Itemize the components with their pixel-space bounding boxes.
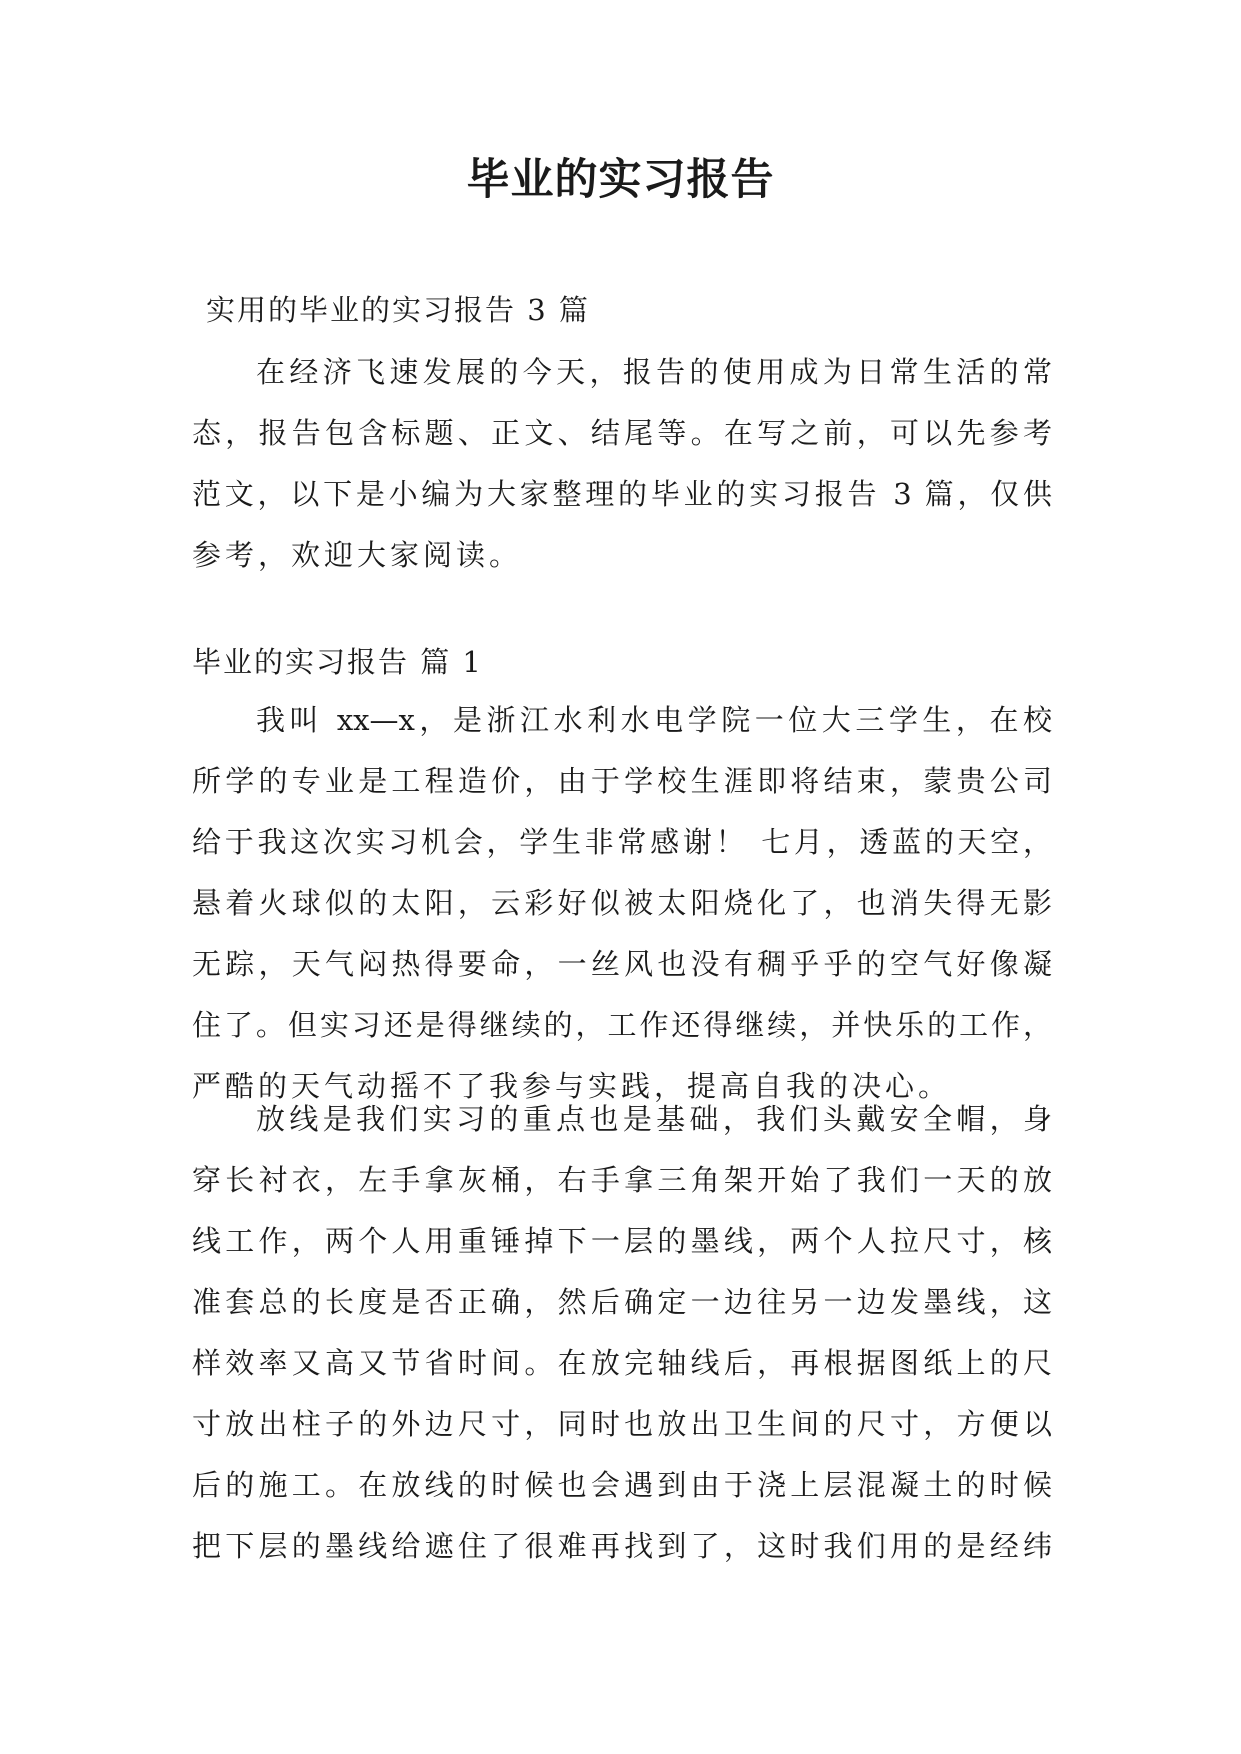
- paragraph-line: 把下层的墨线给遮住了很难再找到了，这时我们用的是经纬: [192, 1529, 1052, 1563]
- paragraph-line: 住了。但实习还是得继续的，工作还得继续，并快乐的工作，: [192, 1008, 1052, 1042]
- paragraph-line: 悬着火球似的太阳，云彩好似被太阳烧化了，也消失得无影: [192, 886, 1052, 920]
- paragraph-line: 放线是我们实习的重点也是基础，我们头戴安全帽，身: [256, 1102, 1052, 1136]
- paragraph-line: 给于我这次实习机会，学生非常感谢！ 七月，透蓝的天空，: [192, 825, 1052, 859]
- paragraph-line: 严酷的天气动摇不了我参与实践，提高自我的决心。: [192, 1069, 952, 1103]
- section-heading: 毕业的实习报告 篇 1: [192, 645, 483, 679]
- body-paragraph-2: [192, 1089, 1052, 1577]
- paragraph-line: 线工作，两个人用重锤掉下一层的墨线，两个人拉尺寸，核: [192, 1224, 1052, 1258]
- paragraph-line: 样效率又高又节省时间。在放完轴线后，再根据图纸上的尺: [192, 1346, 1052, 1380]
- paragraph-line: 后的施工。在放线的时候也会遇到由于浇上层混凝土的时候: [192, 1468, 1052, 1502]
- document-title: 毕业的实习报告: [466, 155, 775, 205]
- body-paragraph-1: [192, 690, 1052, 1117]
- paragraph-line: 无踪，天气闷热得要命，一丝风也没有稠乎乎的空气好像凝: [192, 947, 1052, 981]
- paragraph-line: 参考，欢迎大家阅读。: [192, 538, 523, 572]
- paragraph-line: 寸放出柱子的外边尺寸，同时也放出卫生间的尺寸，方便以: [192, 1407, 1052, 1441]
- document-subtitle: 实用的毕业的实习报告 3 篇: [206, 293, 590, 327]
- paragraph-line: 所学的专业是工程造价，由于学校生涯即将结束，蒙贵公司: [192, 764, 1052, 798]
- paragraph-line: 范文，以下是小编为大家整理的毕业的实习报告 3 篇，仅供: [192, 477, 1052, 511]
- intro-paragraph: [192, 342, 1052, 586]
- paragraph-line: 我叫 xx—x，是浙江水利水电学院一位大三学生，在校: [256, 703, 1052, 737]
- paragraph-line: 态，报告包含标题、正文、结尾等。在写之前，可以先参考: [192, 416, 1052, 450]
- paragraph-line: 在经济飞速发展的今天，报告的使用成为日常生活的常: [256, 355, 1052, 389]
- paragraph-line: 穿长衬衣，左手拿灰桶，右手拿三角架开始了我们一天的放: [192, 1163, 1052, 1197]
- paragraph-line: 准套总的长度是否正确，然后确定一边往另一边发墨线，这: [192, 1285, 1052, 1319]
